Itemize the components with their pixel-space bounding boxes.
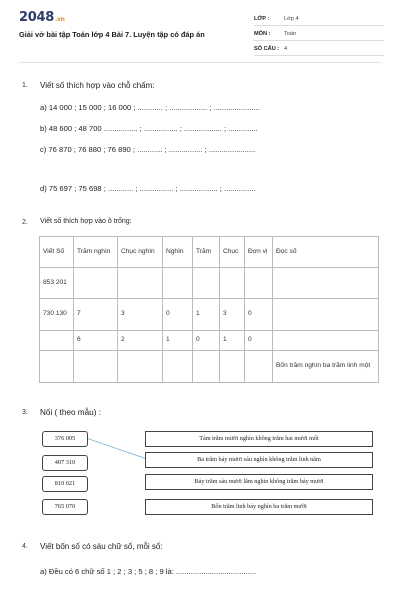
match-text-box[interactable]: Ba trăm bảy mươi sáu nghìn không trăm linh năm [145,452,373,468]
match-number-box[interactable]: 376 005 [42,431,88,447]
table-cell: 0 [245,299,273,331]
table-header-cell: Viết Số [40,237,74,268]
table-header-cell: Đơn vị [245,237,273,268]
meta-key: MÔN : [254,31,271,37]
table-cell: 1 [193,299,220,331]
q1-line-d: d) 75 697 ; 75 698 ; ............ ; ................ ; .................. ; ............... [40,184,256,193]
table-cell: 7 [74,299,118,331]
match-text-box[interactable]: Bốn trăm linh bảy nghìn ba trăm mười [145,499,373,515]
q4-number: 4. [22,543,28,550]
table-cell: 0 [163,299,193,331]
q2-number: 2. [22,219,28,226]
q1-line-a: a) 14 000 ; 15 000 ; 16 000 ; ............ ; .................. ; ...................... [40,103,260,112]
q3-number: 3. [22,409,28,416]
meta-value: Toán [284,31,297,37]
page-title: Giải vở bài tập Toán lớp 4 Bài 7. Luyện tập có đáp án [19,30,205,39]
table-cell: 3 [220,299,245,331]
q1-line-b: b) 48 600 ; 48 700 ................ ; ................ ; .................. ; .............. [40,124,258,133]
q3-text: Nối ( theo mẫu) : [40,408,101,417]
table-cell: 0 [193,331,220,351]
match-text-box[interactable]: Bảy trăm sáu mươi lăm nghìn không trăm bảy mươi [145,474,373,490]
table-cell: 6 [74,331,118,351]
meta-value: 4 [284,46,288,52]
match-number-box[interactable]: 810 021 [42,476,88,492]
q4-text: Viết bốn số có sáu chữ số, mỗi số: [40,542,163,551]
table-header-cell: Chục nghìn [118,237,163,268]
match-number-box[interactable]: 765 070 [42,499,88,515]
meta-key: SỐ CÂU : [254,46,280,52]
match-number-box[interactable]: 407 310 [42,455,88,471]
table-cell: 2 [118,331,163,351]
q2-text: Viết số thích hợp vào ô trống: [40,218,132,225]
table-header-cell: Nghìn [163,237,193,268]
table-header-cell: Trăm nghìn [74,237,118,268]
table-header-cell: Chục [220,237,245,268]
table-cell: 853 201 [40,268,74,299]
table-cell: Bốn trăm nghìn ba trăm linh một [273,351,379,383]
table-cell: 1 [163,331,193,351]
table-cell: 3 [118,299,163,331]
meta-key: LỚP : [254,16,270,22]
q1-line-c: c) 76 870 ; 76 880 ; 76 890 ; ............ ; ................ ; ...................... [40,145,256,154]
match-text-box[interactable]: Tám trăm mười nghìn không trăm hai mươi mốt [145,431,373,447]
table-cell: 0 [245,331,273,351]
q1-text: Viết số thích hợp vào chỗ chấm: [40,81,155,90]
logo-tld: .vn [54,16,65,23]
q1-number: 1. [22,82,28,89]
table-header-cell: Trăm [193,237,220,268]
table-cell: 730 130 [40,299,74,331]
logo-text: 2048 [19,10,54,25]
table-header-cell: Đọc số [273,237,379,268]
meta-value: Lớp 4 [284,16,299,22]
q4-line-a: a) Đều có 6 chữ số 1 ; 2 ; 3 ; 5 ; 8 ; 9 là: ...................................... [40,567,257,576]
table-cell: 1 [220,331,245,351]
